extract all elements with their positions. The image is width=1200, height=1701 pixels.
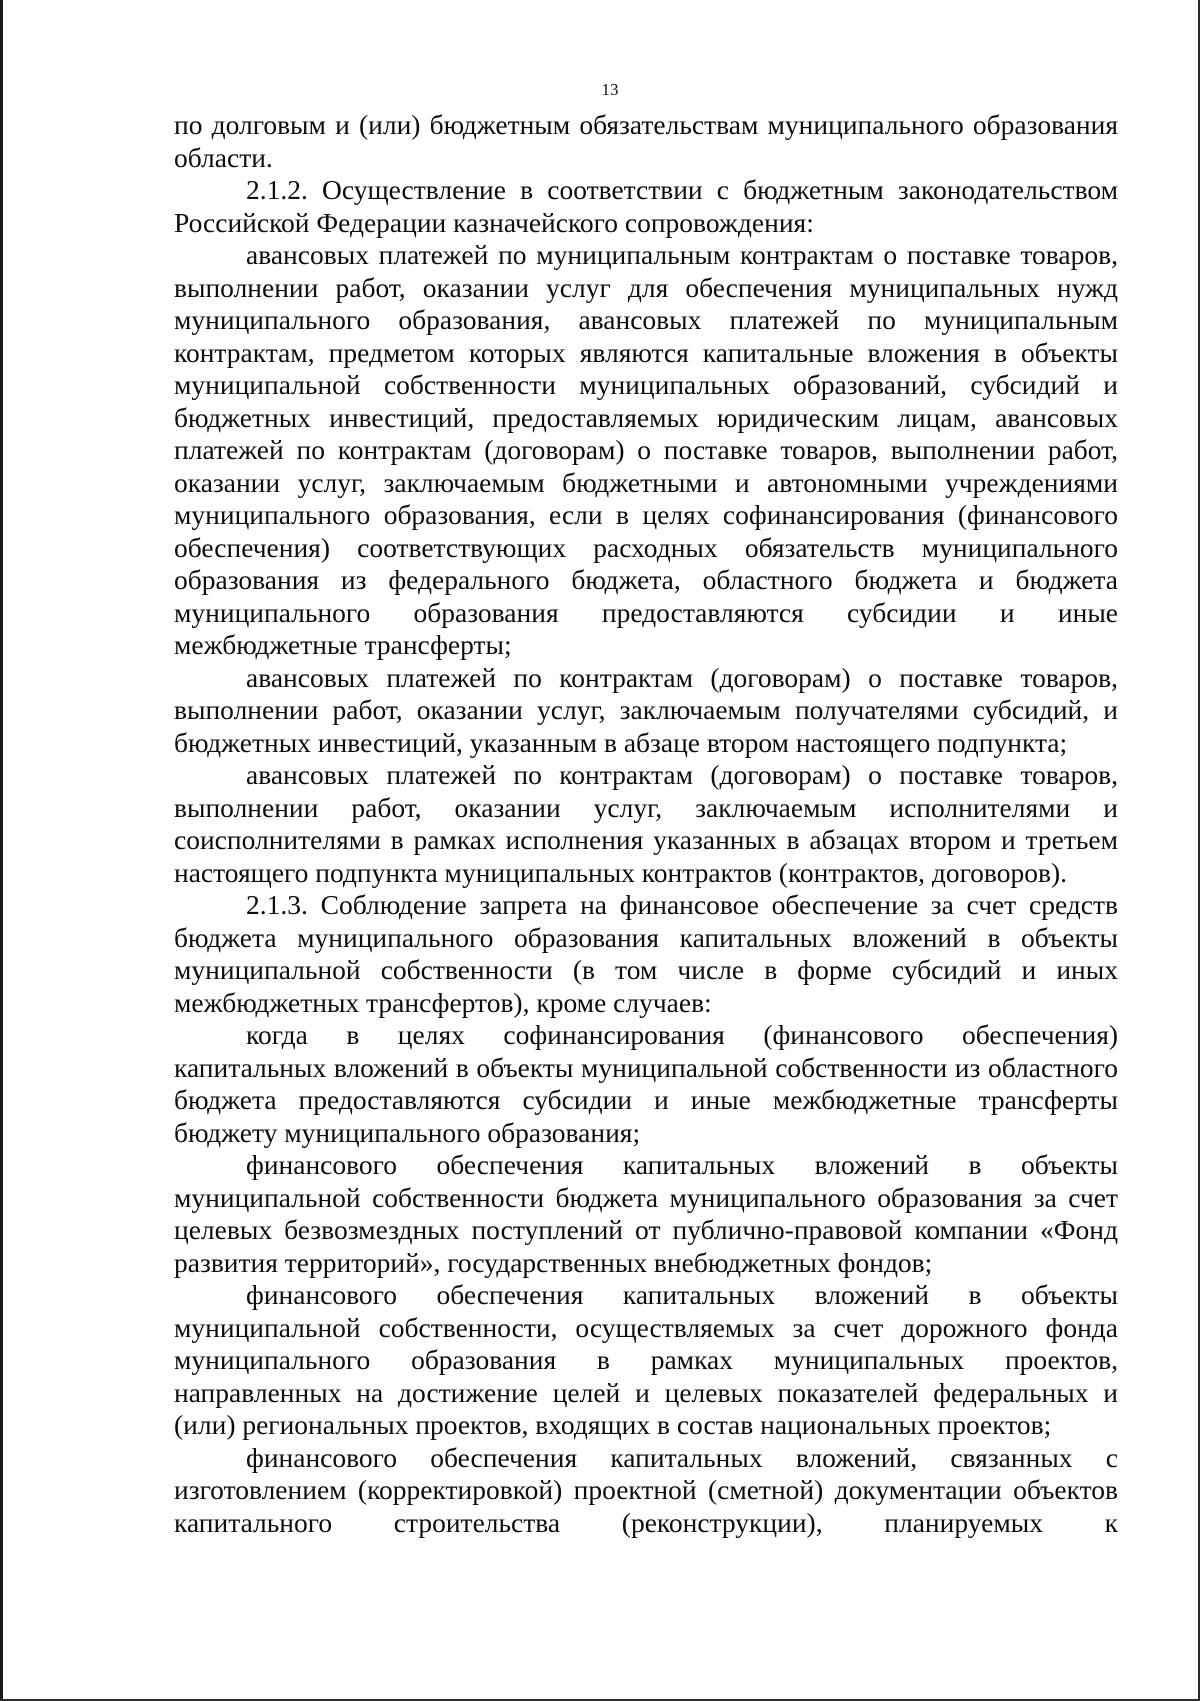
paragraph-exception-cofinancing: когда в целях софинансирования (финансового обеспечения) капитальных вложений в объекты муниципальной собственности из областного бюджета предоставляются субсидии и иные межбюджетные трансферты бюджету муниципального образования; xyxy=(174,1019,1118,1148)
paragraph-advance-payments-municipal-contracts: авансовых платежей по муниципальным контрактам о поставке товаров, выполнении работ, оказании услуг для обеспечения муниципальных нужд муниципального образования, авансовых платежей по муниципальным контрактам, предметом которых являются капитальные вложения в объекты муниципальной собственности муниципальных образований, субсидий и бюджетных инвестиций, предоставляемых юридическим лицам, авансовых платежей по контрактам (договорам) о поставке товаров, выполнении работ, оказании услуг, заключаемым бюджетными и автономными учреждениями муниципального образования, если в целях софинансирования (финансового обеспечения) соответствующих расходных обязательств муниципального образования из федерального бюджета, областного бюджета и бюджета муниципального образования предоставляются субсидии и иные межбюджетные трансферты; xyxy=(174,239,1118,660)
scan-edge-left xyxy=(0,0,3,1701)
paragraph-2-1-3: 2.1.3. Соблюдение запрета на финансовое обеспечение за счет средств бюджета муниципального образования капитальных вложений в объекты муниципальной собственности (в том числе в форме субсидий и иных межбюджетных трансфертов), кроме случаев: xyxy=(174,889,1118,1018)
paragraph-exception-target-receipts: финансового обеспечения капитальных вложений в объекты муниципальной собственности бюджета муниципального образования за счет целевых безвозмездных поступлений от публично-правовой компании «Фонд развития территорий», государственных внебюджетных фондов; xyxy=(174,1149,1118,1278)
page-number: 13 xyxy=(601,80,619,99)
paragraph-exception-design-documentation: финансового обеспечения капитальных вложений, связанных с изготовлением (корректировкой) проектной (сметной) документации объектов капитального строительства (реконструкции), планируемых к xyxy=(174,1441,1118,1538)
paragraph-continuation: по долговым и (или) бюджетным обязательствам муниципального образования области. xyxy=(174,109,1118,173)
paragraph-advance-payments-executors: авансовых платежей по контрактам (договорам) о поставке товаров, выполнении работ, оказании услуг, заключаемым исполнителями и соисполнителями в рамках исполнения указанных в абзацах втором и третьем настоящего подпункта муниципальных контрактов (контрактов, договоров). xyxy=(174,759,1118,888)
paragraph-2-1-2: 2.1.2. Осуществление в соответствии с бюджетным законодательством Российской Федерации казначейского сопровождения: xyxy=(174,174,1118,238)
document-body xyxy=(174,109,1118,1539)
paragraph-advance-payments-subsidy-recipients: авансовых платежей по контрактам (договорам) о поставке товаров, выполнении работ, оказании услуг, заключаемым получателями субсидий, и бюджетных инвестиций, указанным в абзаце втором настоящего подпункта; xyxy=(174,661,1118,758)
paragraph-exception-road-fund: финансового обеспечения капитальных вложений в объекты муниципальной собственности, осуществляемых за счет дорожного фонда муниципального образования в рамках муниципальных проектов, направленных на достижение целей и целевых показателей федеральных и (или) региональных проектов, входящих в состав национальных проектов; xyxy=(174,1279,1118,1440)
